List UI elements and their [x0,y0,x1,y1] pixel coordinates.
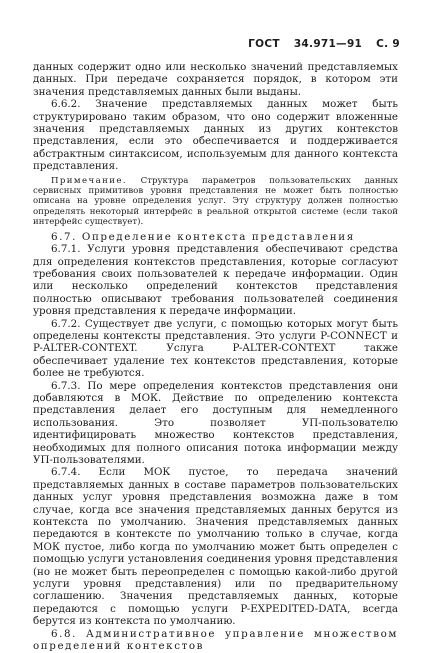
note-text: Структура параметров пользовательских данных сервисных примитивов уровня представления не может быть полностью описана на уровне определения услуг. Эту структуру должен полностью определять некоторый интерфейс в реальной открытой системе (если такой интерфейс существует). [33,175,399,228]
paragraph-6-7-4: 6.7.4. Если МОК пустое, то передача значений представляемых данных в составе параметров пользовательских данных услуг уровня представления возможна даже в том случае, когда все значения представляемых данных берутся из контекста по умолчанию. Значения представляемых данных передаются в контексте по умолчанию только в случае, когда МОК пустое, либо когда по умолчанию может быть определен с помощью услуги установления соединения уровня представления (но не может быть переопределен с помощью какой-либо другой услуги уровня представления) или по предварительному соглашению. Значения представляемых данных, которые передаются с помощью услуги P-EXPEDITED-DATA, всегда берутся из контекста по умолчанию. [33,466,398,628]
note-lead: Примечание. [51,175,127,186]
paragraph-continuation: данных содержит одно или несколько значений представляемых данных. При передаче сохраняется порядок, в котором эти значения представляемых данных были выданы. [33,61,398,98]
header-standard-number: 34.971—91 [293,38,363,50]
note-block [33,176,398,228]
paragraph-6-7-3: 6.7.3. По мере определения контекстов представления они добавляются в МОК. Действие по определению контекста представления делает его доступным для немедленного использования. Это позволяет УП-пользователю идентифицировать множество контекстов представления, необходимых для полного описания потока информации между УП-пользователями. [33,379,398,466]
section-heading-6-7: 6.7. Определение контекста представления [51,230,355,243]
paragraph-6-7-2: 6.7.2. Существует две услуги, с помощью которых могут быть определены контексты представления. Это услуги P-CONNECT и P-ALTER-CONTEXT. Услуга P-ALTER-CONTEXT также обеспечивает удаление тех контекстов представления, которые более не требуются. [33,317,398,380]
paragraph-6-7-1: 6.7.1. Услуги уровня представления обеспечивают средства для определения контекстов представления, которые согласуют требования своих пользователей к передаче информации. Один или несколько определений контекстов представления полностью описывают требования пользователей соединения уровня представления к передаче информации. [33,243,398,318]
section-heading-6-8: 6.8. Административное управление множеством определений контекстов [33,627,398,653]
page-header [238,38,400,50]
document-body [33,61,398,653]
paragraph-6-6-2: 6.6.2. Значение представляемых данных может быть структурировано таким образом, что оно содержит вложенные значения представляемых данных из других контекстов представления, если это обеспечивается и поддерживается абстрактным синтаксисом, используемым для данного контекста представления. [33,98,398,173]
header-page-number: С. 9 [376,38,400,50]
header-label: ГОСТ [248,38,280,50]
